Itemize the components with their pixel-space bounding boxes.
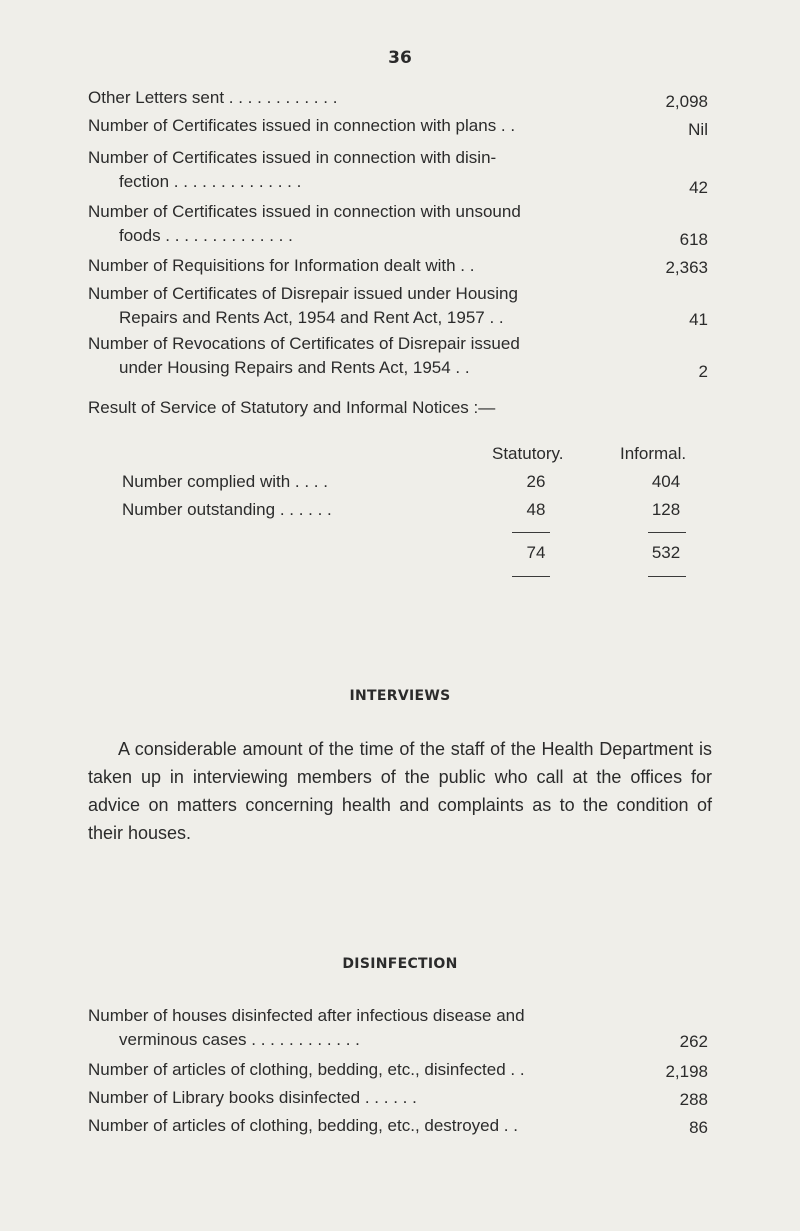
record-label: Other Letters sent . . . . . . . . . . . . <box>88 88 338 107</box>
record-other-letters <box>88 86 708 110</box>
notices-statutory-value: 48 <box>526 500 546 519</box>
record-certificates-plans <box>88 114 708 138</box>
record-label-continued: Repairs and Rents Act, 1954 and Rent Act, 1957 . . <box>119 308 504 327</box>
column-header-informal: Informal. <box>620 444 687 463</box>
record-value: 288 <box>679 1090 708 1109</box>
record-label: Number of Certificates issued in connection with plans . . <box>88 116 516 135</box>
record-label-continued: verminous cases . . . . . . . . . . . . <box>119 1030 360 1049</box>
record-certificates-unsound-foods <box>88 200 708 248</box>
subtotal-rule <box>648 532 686 533</box>
notices-informal-value: 128 <box>651 500 681 519</box>
section-heading-disinfection: DISINFECTION <box>342 956 458 972</box>
record-label: Number of Certificates issued in connection with unsound <box>88 202 521 221</box>
notices-heading: Result of Service of Statutory and Informal Notices :— <box>88 398 496 417</box>
record-certificates-disinfection <box>88 146 708 197</box>
record-label: Number of Revocations of Certificates of Disrepair issued <box>88 334 520 353</box>
record-label: Number of articles of clothing, bedding, etc., disinfected . . <box>88 1060 525 1079</box>
subtotal-rule <box>512 532 550 533</box>
column-header-statutory: Statutory. <box>492 444 564 463</box>
record-value: 86 <box>689 1118 708 1137</box>
record-value: Nil <box>688 120 708 139</box>
record-label: Number of articles of clothing, bedding, etc., destroyed . . <box>88 1116 518 1135</box>
record-requisitions <box>88 254 708 278</box>
record-value: 41 <box>689 310 708 329</box>
record-label: Number of Library books disinfected . . . . . . <box>88 1088 417 1107</box>
notices-statutory-total: 74 <box>526 543 546 562</box>
record-value: 42 <box>689 178 708 197</box>
notices-informal-total: 532 <box>651 543 681 562</box>
disinfection-record <box>88 1086 708 1110</box>
notices-row-label: Number complied with . . . . <box>122 472 328 491</box>
record-label-continued: foods . . . . . . . . . . . . . . <box>119 226 293 245</box>
page-number: 36 <box>388 48 412 68</box>
record-certificates-disrepair <box>88 282 708 330</box>
record-value: 262 <box>679 1032 708 1051</box>
notices-row-label: Number outstanding . . . . . . <box>122 500 332 519</box>
record-value: 2 <box>698 362 708 381</box>
record-value: 2,098 <box>665 92 708 111</box>
notices-statutory-value: 26 <box>526 472 546 491</box>
section-heading-interviews: INTERVIEWS <box>349 688 451 704</box>
total-rule <box>512 576 550 577</box>
record-value: 618 <box>679 230 708 249</box>
disinfection-record <box>88 1114 708 1138</box>
record-value: 2,198 <box>665 1062 708 1081</box>
record-label-continued: fection . . . . . . . . . . . . . . <box>119 172 302 191</box>
disinfection-record <box>88 1004 708 1052</box>
record-label-continued: under Housing Repairs and Rents Act, 1954 . . <box>119 358 470 377</box>
total-rule <box>648 576 686 577</box>
interviews-paragraph: A considerable amount of the time of the staff of the Health Department is taken up in interviewing members of the public who call at the offices for advice on matters concerning health and complaints as to the condition of their houses. <box>88 739 712 843</box>
record-label: Number of Certificates of Disrepair issued under Housing <box>88 284 518 303</box>
disinfection-record <box>88 1058 708 1082</box>
record-revocations <box>88 332 708 380</box>
record-label: Number of houses disinfected after infectious disease and <box>88 1006 525 1025</box>
record-label: Number of Requisitions for Information dealt with . . <box>88 256 475 275</box>
record-label: Number of Certificates issued in connection with disin- <box>88 148 497 167</box>
notices-informal-value: 404 <box>651 472 681 491</box>
record-value: 2,363 <box>665 258 708 277</box>
